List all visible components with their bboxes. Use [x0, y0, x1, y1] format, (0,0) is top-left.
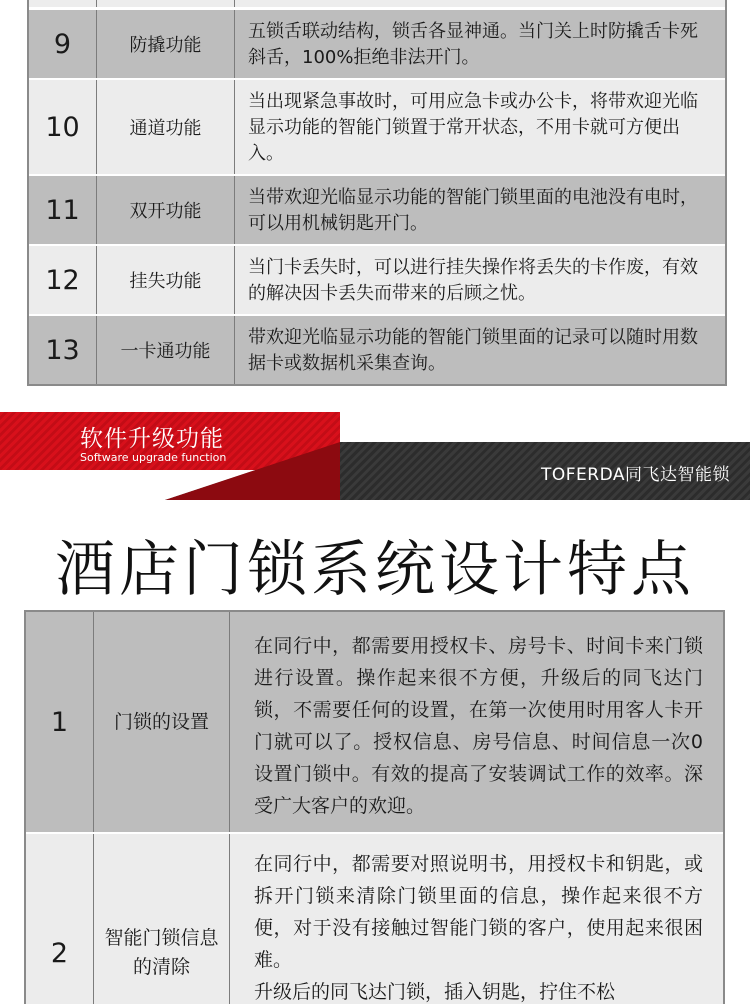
banner-subtitle: Software upgrade function — [80, 451, 227, 464]
table-row — [29, 244, 725, 314]
design-table — [24, 610, 725, 1004]
feature-description: 五锁舌联动结构，锁舌各显神通。当门关上时防撬舌卡死斜舌，100%拒绝非法开门。 — [248, 21, 698, 68]
row-number: 9 — [29, 10, 97, 78]
row-number: 10 — [29, 80, 97, 174]
row-number: 2 — [26, 834, 94, 1004]
table-row — [26, 832, 723, 1004]
design-item-description: 在同行中，都需要用授权卡、房号卡、时间卡来门锁进行设置。操作起来很不方便，升级后的同飞达门锁，不需要任何的设置，在第一次使用时用客人卡开门就可以了。授权信息、房号信息、时间信息一次0设置门锁中。有效的提高了安装调试工作的效率。深受广大客户的欢迎。 — [254, 635, 703, 817]
section-banner — [0, 412, 750, 504]
feature-description: 带欢迎光临显示功能的智能门锁里面的记录可以随时用数据卡或数据机采集查询。 — [248, 327, 698, 374]
feature-name: 防撬功能 — [97, 10, 235, 78]
table-row — [29, 78, 725, 174]
row-number: 11 — [29, 176, 97, 244]
row-number: 1 — [26, 612, 94, 832]
table-row-stub — [29, 0, 725, 8]
row-number: 12 — [29, 246, 97, 314]
feature-description: 当出现紧急事故时，可用应急卡或办公卡，将带欢迎光临显示功能的智能门锁置于常开状态，不用卡就可方便出入。 — [248, 91, 698, 164]
page-heading: 酒店门锁系统设计特点 — [55, 535, 695, 605]
feature-description: 当门卡丢失时，可以进行挂失操作将丢失的卡作废，有效的解决因卡丢失而带来的后顾之忧。 — [248, 257, 698, 304]
table-row — [26, 612, 723, 832]
design-item-description: 在同行中，都需要对照说明书，用授权卡和钥匙，或拆开门锁来清除门锁里面的信息，操作起来很不方便，对于没有接触过智能门锁的客户，使用起来很困难。 升级后的同飞达门锁，插入钥匙，拧住不松 — [254, 853, 703, 1003]
feature-name: 挂失功能 — [97, 246, 235, 314]
feature-table — [27, 0, 727, 386]
table-row — [29, 174, 725, 244]
feature-name: 通道功能 — [97, 80, 235, 174]
table-row — [29, 314, 725, 384]
banner-title: 软件升级功能 — [80, 426, 224, 452]
table-row — [29, 8, 725, 78]
feature-name: 双开功能 — [97, 176, 235, 244]
design-item-name: 智能门锁信息的清除 — [94, 834, 230, 1004]
design-item-name: 门锁的设置 — [94, 612, 230, 832]
feature-description: 当带欢迎光临显示功能的智能门锁里面的电池没有电时，可以用机械钥匙开门。 — [248, 187, 698, 234]
feature-name: 一卡通功能 — [97, 316, 235, 384]
row-number: 13 — [29, 316, 97, 384]
brand-label: TOFERDA同飞达智能锁 — [540, 465, 730, 485]
